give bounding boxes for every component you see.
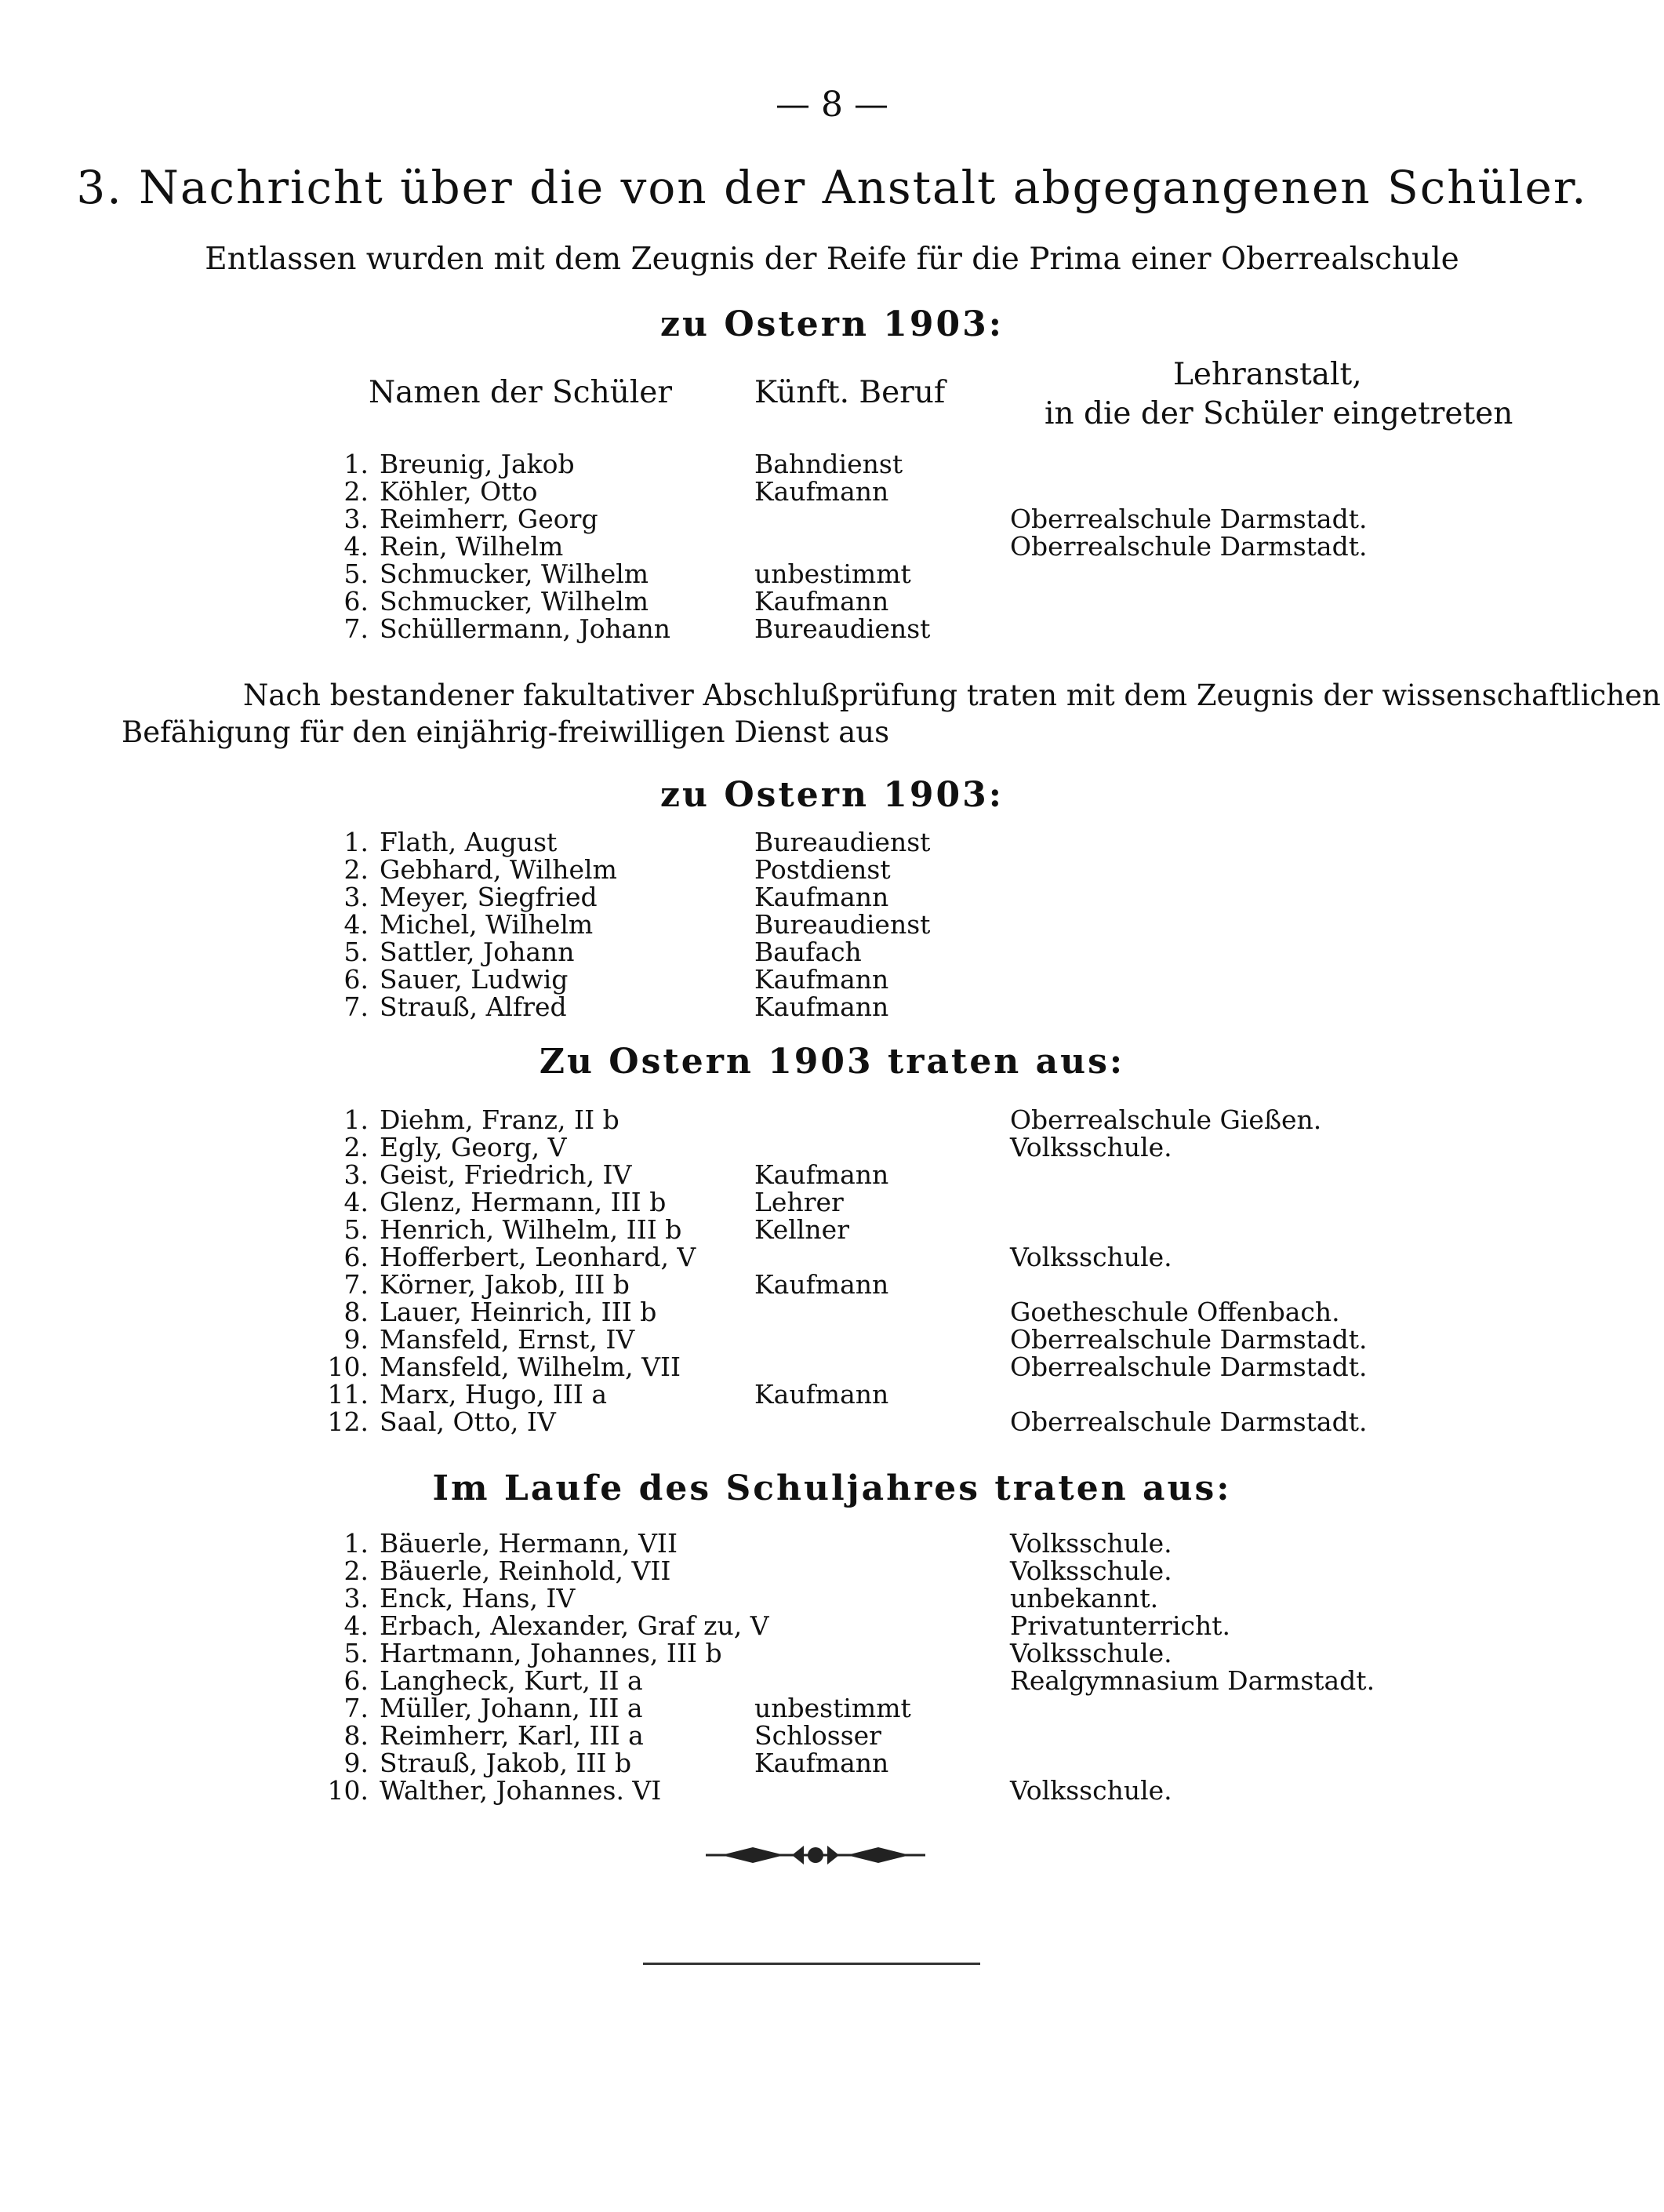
table-row <box>0 1297 1664 1325</box>
table-row <box>0 558 1664 587</box>
student-name: Schmucker, Wilhelm <box>380 558 649 589</box>
section-heading-4: Im Laufe des Schuljahres traten aus: <box>432 1468 1232 1508</box>
future-job: Kaufmann <box>754 1159 889 1190</box>
section-heading-1: zu Ostern 1903: <box>660 304 1004 344</box>
intro-line-1: Nach bestandener fakultativer Abschlußprüfung traten mit dem Zeugnis der wissenschaftlichen <box>243 679 1661 712</box>
future-job: Bahndienst <box>754 449 903 479</box>
row-number: 3. <box>343 882 369 912</box>
table-row <box>0 586 1664 617</box>
table-row <box>0 1528 1664 1559</box>
school: Volksschule. <box>1010 1132 1172 1162</box>
table-row <box>0 964 1664 995</box>
page-number: — 8 — <box>776 85 888 125</box>
student-name: Müller, Johann, III a <box>380 1693 643 1723</box>
student-name: Sauer, Ludwig <box>380 964 569 995</box>
student-name: Meyer, Siegfried <box>380 882 598 912</box>
table-row <box>0 1693 1664 1721</box>
student-name: Schüllermann, Johann <box>380 613 670 644</box>
table-row <box>0 1379 1664 1410</box>
row-number: 5. <box>343 937 369 967</box>
table-row <box>0 1555 1664 1584</box>
row-number: 7. <box>343 991 369 1022</box>
row-number: 4. <box>343 531 369 562</box>
table-row <box>0 1242 1664 1270</box>
section-heading-3: Zu Ostern 1903 traten aus: <box>539 1042 1125 1082</box>
row-number: 5. <box>343 1638 369 1668</box>
future-job: Kaufmann <box>754 1379 889 1410</box>
school: Volksschule. <box>1010 1775 1172 1806</box>
student-name: Lauer, Heinrich, III b <box>380 1297 657 1327</box>
row-number: 8. <box>343 1297 369 1327</box>
school: Realgymnasium Darmstadt. <box>1010 1665 1375 1696</box>
row-number: 2. <box>343 476 369 507</box>
row-number: 7. <box>343 613 369 644</box>
table-row <box>0 882 1664 910</box>
table-row <box>0 1104 1664 1133</box>
table-row <box>0 531 1664 562</box>
school: Oberrealschule Darmstadt. <box>1010 531 1368 562</box>
row-number: 6. <box>343 1242 369 1272</box>
row-number: 4. <box>343 1187 369 1217</box>
table-row <box>0 1638 1664 1666</box>
table-row <box>0 1159 1664 1188</box>
student-name: Reimherr, Georg <box>380 504 598 534</box>
table-row <box>0 476 1664 507</box>
future-job: Kaufmann <box>754 991 889 1022</box>
student-name: Gebhard, Wilhelm <box>380 854 617 885</box>
student-name: Michel, Wilhelm <box>380 909 594 940</box>
row-number: 9. <box>343 1324 369 1355</box>
school: Goetheschule Offenbach. <box>1010 1297 1340 1327</box>
student-name: Egly, Georg, V <box>380 1132 567 1162</box>
table-row <box>0 1720 1664 1751</box>
column-header-name: Namen der Schüler <box>369 375 673 410</box>
row-number: 1. <box>343 1528 369 1559</box>
student-name: Strauß, Alfred <box>380 991 567 1022</box>
table-row <box>0 1187 1664 1215</box>
intro-line-2: Befähigung für den einjährig-freiwilligen Dienst aus <box>122 715 890 749</box>
table-row <box>0 991 1664 1020</box>
row-number: 9. <box>343 1748 369 1778</box>
table-row <box>0 909 1664 940</box>
student-name: Geist, Friedrich, IV <box>380 1159 632 1190</box>
table-row <box>0 613 1664 642</box>
row-number: 1. <box>343 449 369 479</box>
row-number: 7. <box>343 1693 369 1723</box>
row-number: 10. <box>327 1775 369 1806</box>
row-number: 6. <box>343 586 369 617</box>
student-name: Bäuerle, Reinhold, VII <box>380 1555 671 1586</box>
table-row <box>0 1665 1664 1694</box>
row-number: 6. <box>343 964 369 995</box>
student-name: Glenz, Hermann, III b <box>380 1187 667 1217</box>
table-row <box>0 1269 1664 1300</box>
future-job: Bureaudienst <box>754 909 931 940</box>
future-job: Kellner <box>754 1214 849 1245</box>
row-number: 3. <box>343 1159 369 1190</box>
row-number: 10. <box>327 1352 369 1382</box>
student-name: Hartmann, Johannes, III b <box>380 1638 722 1668</box>
bottom-rule <box>643 1963 980 1965</box>
student-name: Erbach, Alexander, Graf zu, V <box>380 1610 769 1641</box>
section-title: 3. Nachricht über die von der Anstalt abgegangenen Schüler. <box>76 161 1588 214</box>
subtitle: Entlassen wurden mit dem Zeugnis der Reife für die Prima einer Oberrealschule <box>205 242 1459 277</box>
table-row <box>0 827 1664 855</box>
student-name: Mansfeld, Ernst, IV <box>380 1324 635 1355</box>
ornament-divider <box>706 1839 925 1871</box>
row-number: 12. <box>327 1406 369 1437</box>
future-job: Postdienst <box>754 854 891 885</box>
student-name: Schmucker, Wilhelm <box>380 586 649 617</box>
row-number: 2. <box>343 1132 369 1162</box>
row-number: 11. <box>327 1379 369 1410</box>
school: Oberrealschule Darmstadt. <box>1010 1324 1368 1355</box>
school: Oberrealschule Darmstadt. <box>1010 504 1368 534</box>
school: Oberrealschule Darmstadt. <box>1010 1352 1368 1382</box>
table-row <box>0 937 1664 965</box>
row-number: 2. <box>343 1555 369 1586</box>
table-row <box>0 1132 1664 1160</box>
student-name: Hofferbert, Leonhard, V <box>380 1242 696 1272</box>
section-heading-2: zu Ostern 1903: <box>660 775 1004 815</box>
school: unbekannt. <box>1010 1583 1159 1614</box>
student-name: Henrich, Wilhelm, III b <box>380 1214 682 1245</box>
row-number: 3. <box>343 1583 369 1614</box>
future-job: Bureaudienst <box>754 827 931 857</box>
future-job: Bureaudienst <box>754 613 931 644</box>
future-job: Schlosser <box>754 1720 881 1751</box>
student-name: Walther, Johannes. VI <box>380 1775 662 1806</box>
student-name: Reimherr, Karl, III a <box>380 1720 644 1751</box>
student-name: Rein, Wilhelm <box>380 531 564 562</box>
student-name: Diehm, Franz, II b <box>380 1104 619 1135</box>
future-job: Kaufmann <box>754 964 889 995</box>
student-name: Körner, Jakob, III b <box>380 1269 630 1300</box>
table-row <box>0 1324 1664 1355</box>
column-header-school-2: in die der Schüler eingetreten <box>1045 396 1513 431</box>
row-number: 5. <box>343 558 369 589</box>
table-row <box>0 854 1664 885</box>
student-name: Bäuerle, Hermann, VII <box>380 1528 678 1559</box>
row-number: 3. <box>343 504 369 534</box>
row-number: 5. <box>343 1214 369 1245</box>
future-job: unbestimmt <box>754 1693 911 1723</box>
school: Oberrealschule Darmstadt. <box>1010 1406 1368 1437</box>
school: Volksschule. <box>1010 1242 1172 1272</box>
column-header-school-1: Lehranstalt, <box>1173 357 1362 392</box>
school: Oberrealschule Gießen. <box>1010 1104 1322 1135</box>
school: Privatunterricht. <box>1010 1610 1230 1641</box>
student-name: Flath, August <box>380 827 558 857</box>
student-name: Mansfeld, Wilhelm, VII <box>380 1352 681 1382</box>
future-job: unbestimmt <box>754 558 911 589</box>
future-job: Kaufmann <box>754 476 889 507</box>
table-row <box>0 1352 1664 1380</box>
row-number: 8. <box>343 1720 369 1751</box>
table-row <box>0 1775 1664 1806</box>
school: Volksschule. <box>1010 1638 1172 1668</box>
table-row <box>0 1583 1664 1614</box>
row-number: 1. <box>343 1104 369 1135</box>
row-number: 2. <box>343 854 369 885</box>
row-number: 4. <box>343 909 369 940</box>
student-name: Saal, Otto, IV <box>380 1406 556 1437</box>
table-row <box>0 1406 1664 1435</box>
student-name: Marx, Hugo, III a <box>380 1379 608 1410</box>
row-number: 1. <box>343 827 369 857</box>
student-name: Sattler, Johann <box>380 937 575 967</box>
future-job: Lehrer <box>754 1187 844 1217</box>
student-name: Köhler, Otto <box>380 476 538 507</box>
school: Volksschule. <box>1010 1528 1172 1559</box>
student-name: Langheck, Kurt, II a <box>380 1665 643 1696</box>
row-number: 6. <box>343 1665 369 1696</box>
table-row <box>0 1748 1664 1776</box>
student-name: Breunig, Jakob <box>380 449 575 479</box>
table-row <box>0 1610 1664 1639</box>
student-name: Enck, Hans, IV <box>380 1583 576 1614</box>
future-job: Kaufmann <box>754 586 889 617</box>
student-name: Strauß, Jakob, III b <box>380 1748 632 1778</box>
table-row <box>0 449 1664 477</box>
column-header-job: Künft. Beruf <box>754 375 946 410</box>
school: Volksschule. <box>1010 1555 1172 1586</box>
table-row <box>0 1214 1664 1245</box>
future-job: Kaufmann <box>754 1269 889 1300</box>
table-row <box>0 504 1664 532</box>
future-job: Kaufmann <box>754 882 889 912</box>
row-number: 7. <box>343 1269 369 1300</box>
row-number: 4. <box>343 1610 369 1641</box>
future-job: Kaufmann <box>754 1748 889 1778</box>
future-job: Baufach <box>754 937 862 967</box>
